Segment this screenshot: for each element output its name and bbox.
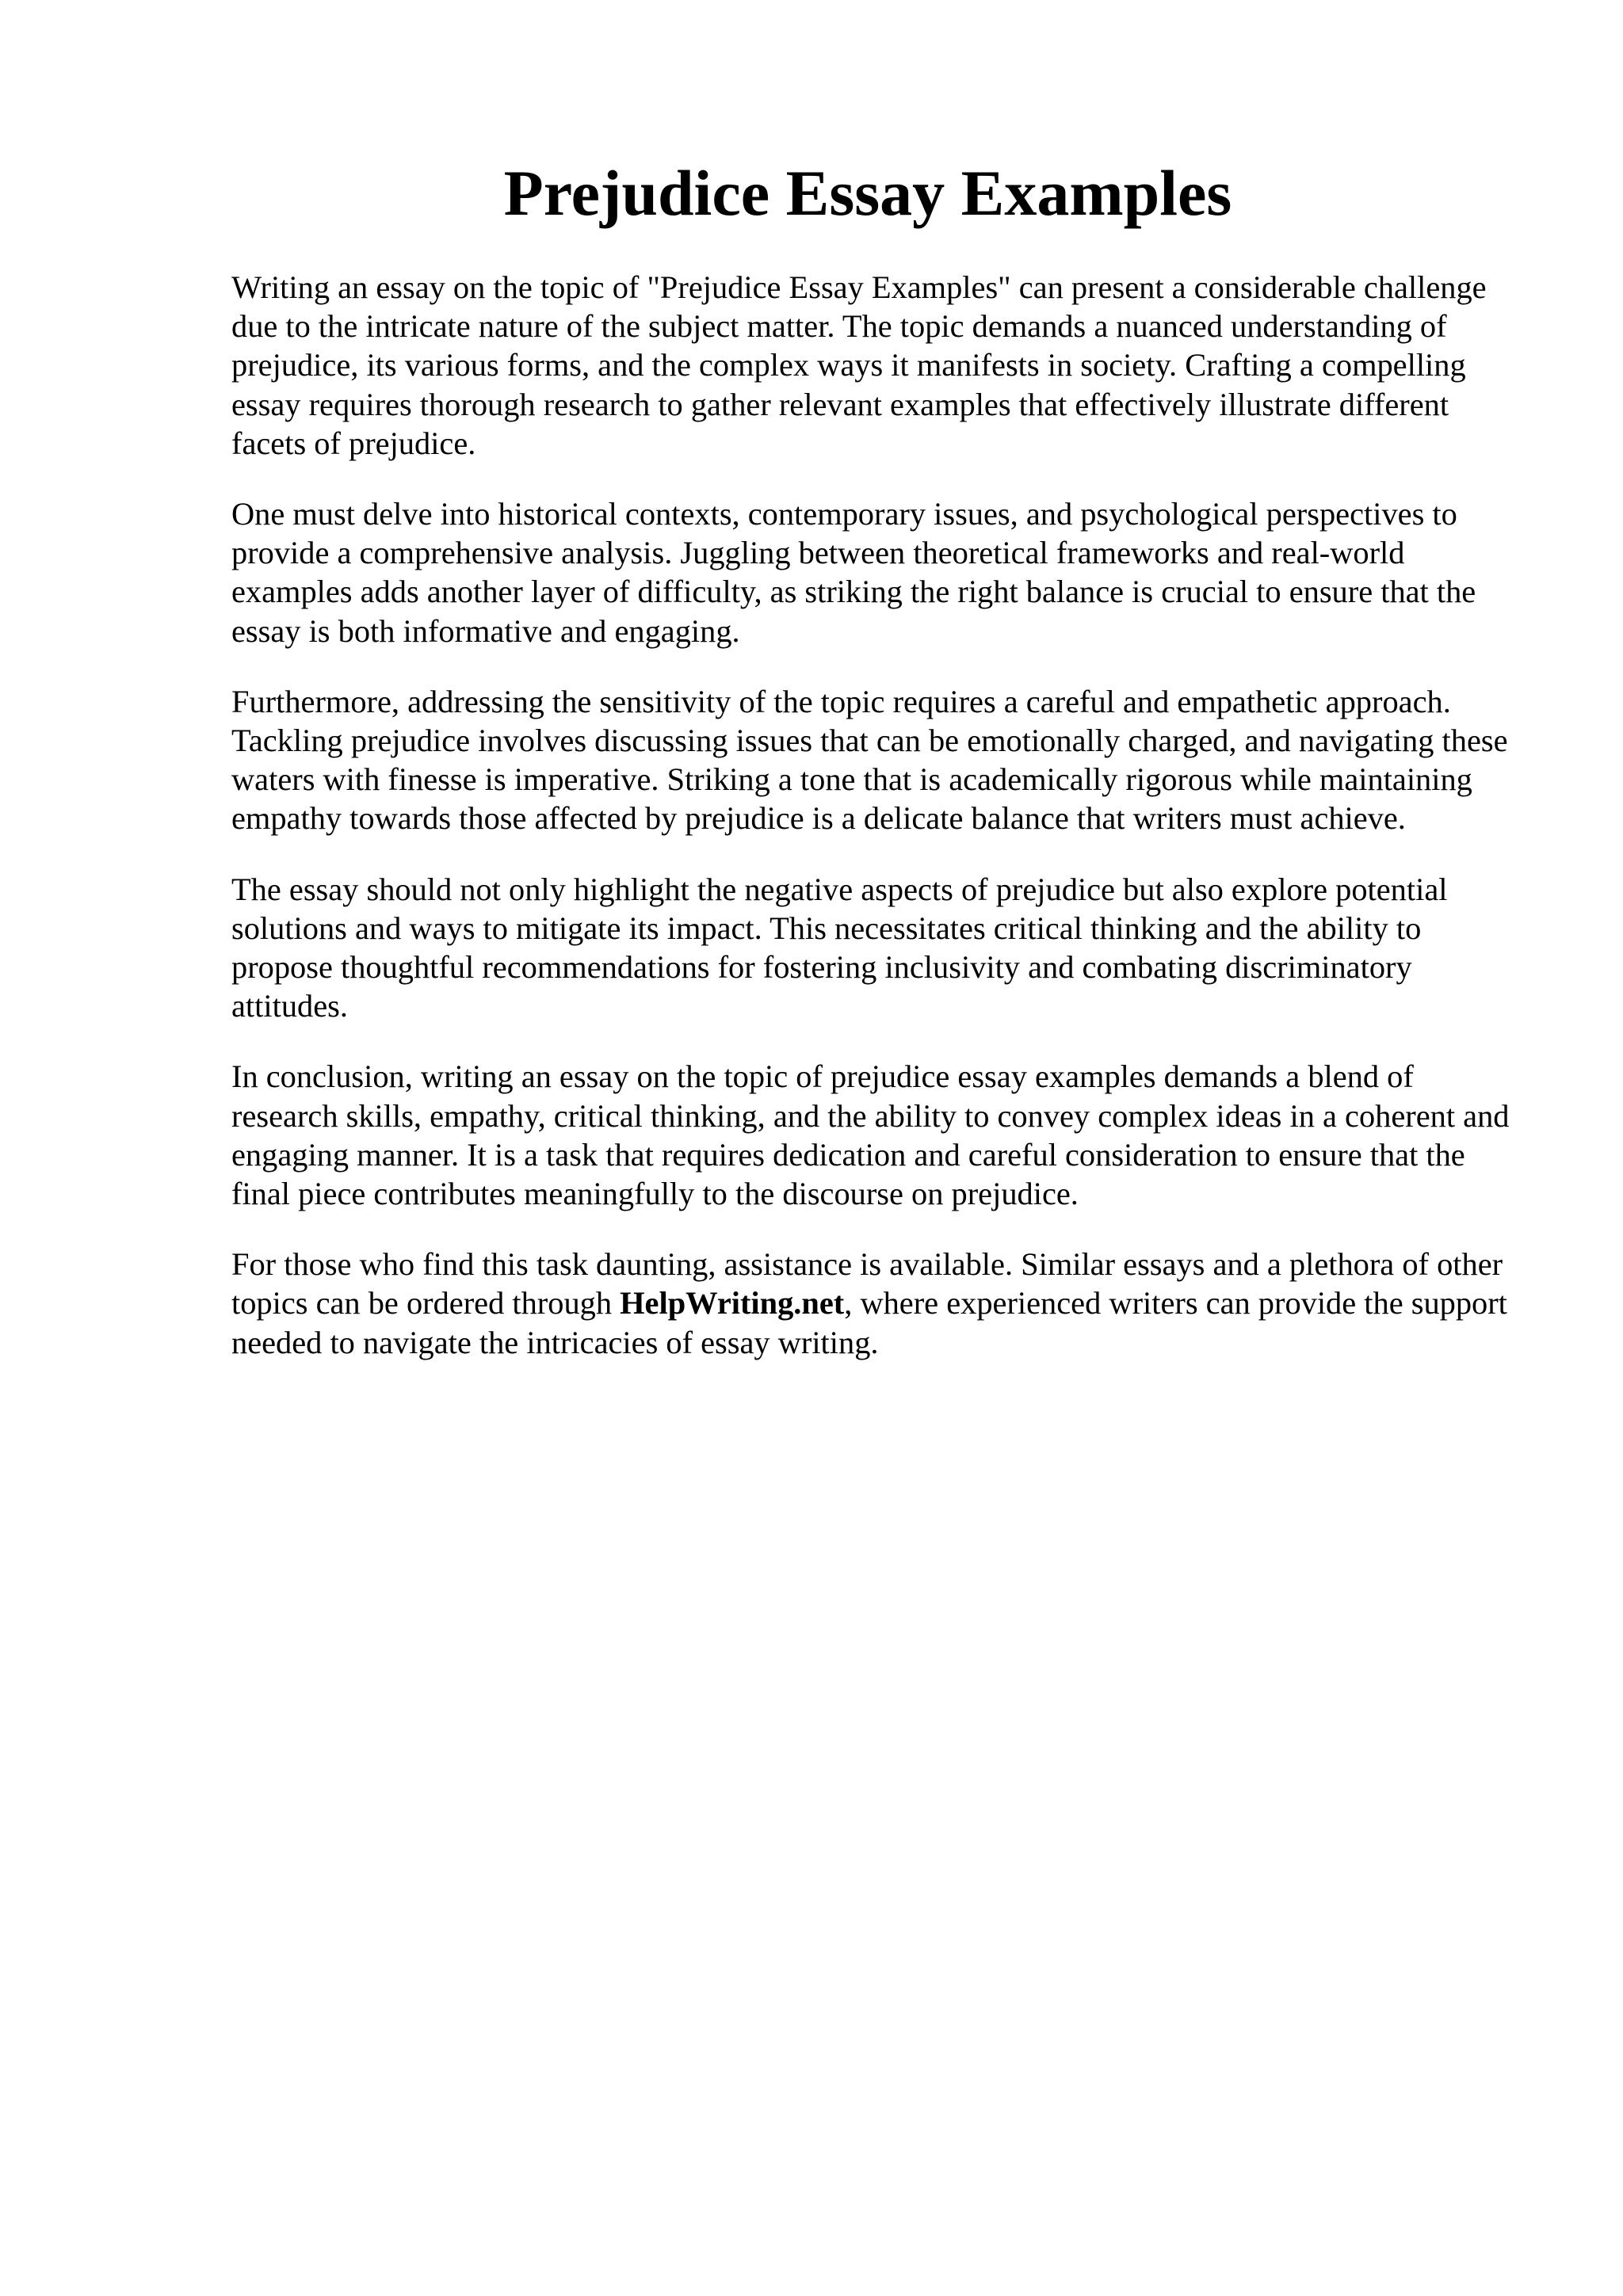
document-title: Prejudice Essay Examples (503, 157, 1232, 229)
closing-text-after: , where experienced writers can provide the support needed to navigate the intricacies of essay writing. (231, 1285, 1507, 1360)
closing-text-before: For those who find this task daunting, assistance is available. Similar essays and a plethora of other topics can be ordered through (231, 1246, 1503, 1322)
paragraph-solutions: The essay should not only highlight the negative aspects of prejudice but also explore potential solutions and ways to mitigate its impact. This necessitates critical thinking and the ability to propose thoughtful recommendations for fostering inclusivity and combating discriminatory attitudes. (231, 871, 1448, 1024)
document-body (231, 268, 1528, 1394)
paragraph-sensitivity: Furthermore, addressing the sensitivity of the topic requires a careful and empathetic approach. Tackling prejudice involves discussing issues that can be emotionally charged, and navigating these waters with finesse is imperative. Striking a tone that is academically rigorous while maintaining empathy towards those affected by prejudice is a delicate balance that writers must achieve. (231, 683, 1508, 837)
paragraph-context: One must delve into historical contexts, contemporary issues, and psychological perspectives to provide a comprehensive analysis. Juggling between theoretical frameworks and real-world examples adds another layer of difficulty, as striking the right balance is crucial to ensure that the essay is both informative and engaging. (231, 496, 1476, 649)
paragraph-closing (231, 1245, 1528, 1362)
paragraph-conclusion: In conclusion, writing an essay on the topic of prejudice essay examples demands a blend of research skills, empathy, critical thinking, and the ability to convey complex ideas in a coherent and engaging manner. It is a task that requires dedication and careful consideration to ensure that the final piece contributes meaningfully to the discourse on prejudice. (231, 1058, 1510, 1212)
paragraph-intro: Writing an essay on the topic of "Prejudice Essay Examples" can present a considerable challenge due to the intricate nature of the subject matter. The topic demands a nuanced understanding of prejudice, its various forms, and the complex ways it manifests in society. Crafting a compelling essay requires thorough research to gather relevant examples that effectively illustrate different facets of prejudice. (231, 269, 1487, 461)
helpwriting-link[interactable]: HelpWriting.net (620, 1285, 845, 1322)
